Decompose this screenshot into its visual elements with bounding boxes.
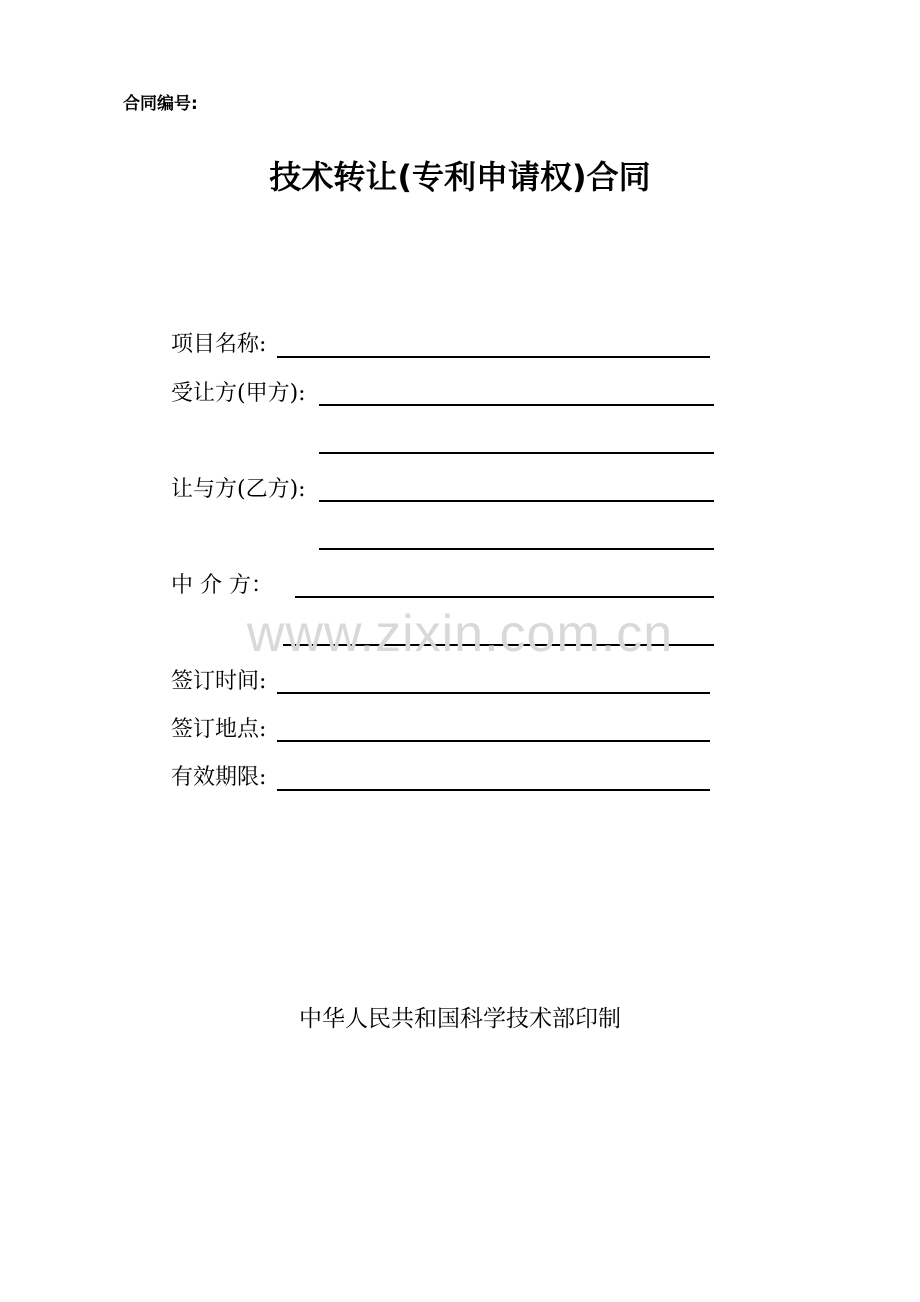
assignee-blank-line-2[interactable] <box>319 452 714 454</box>
project-name-label: 项目名称: <box>171 332 267 357</box>
validity-period-label: 有效期限: <box>171 765 267 790</box>
signing-time-label: 签订时间: <box>171 669 267 694</box>
assignee-blank-line-1[interactable] <box>319 404 714 406</box>
assignor-blank-line-1[interactable] <box>319 500 714 502</box>
assignor-blank-line-2[interactable] <box>319 548 714 550</box>
assignee-label: 受让方(甲方): <box>171 381 306 406</box>
signing-place-label: 签订地点: <box>171 717 267 742</box>
intermediary-label: 中 介 方： <box>171 573 273 598</box>
document-title: 技术转让(专利申请权)合同 <box>269 158 651 196</box>
signing-place-blank[interactable] <box>277 740 710 742</box>
publisher-footer: 中华人民共和国科学技术部印制 <box>299 1006 621 1032</box>
assignor-label: 让与方(乙方): <box>171 477 306 502</box>
contract-number-label: 合同编号: <box>123 94 198 114</box>
signing-time-blank[interactable] <box>277 692 710 694</box>
intermediary-blank-line-1[interactable] <box>295 596 714 598</box>
project-name-blank[interactable] <box>277 356 710 358</box>
validity-period-blank[interactable] <box>277 789 710 791</box>
watermark-text: www.zixin.com.cn <box>246 605 674 663</box>
